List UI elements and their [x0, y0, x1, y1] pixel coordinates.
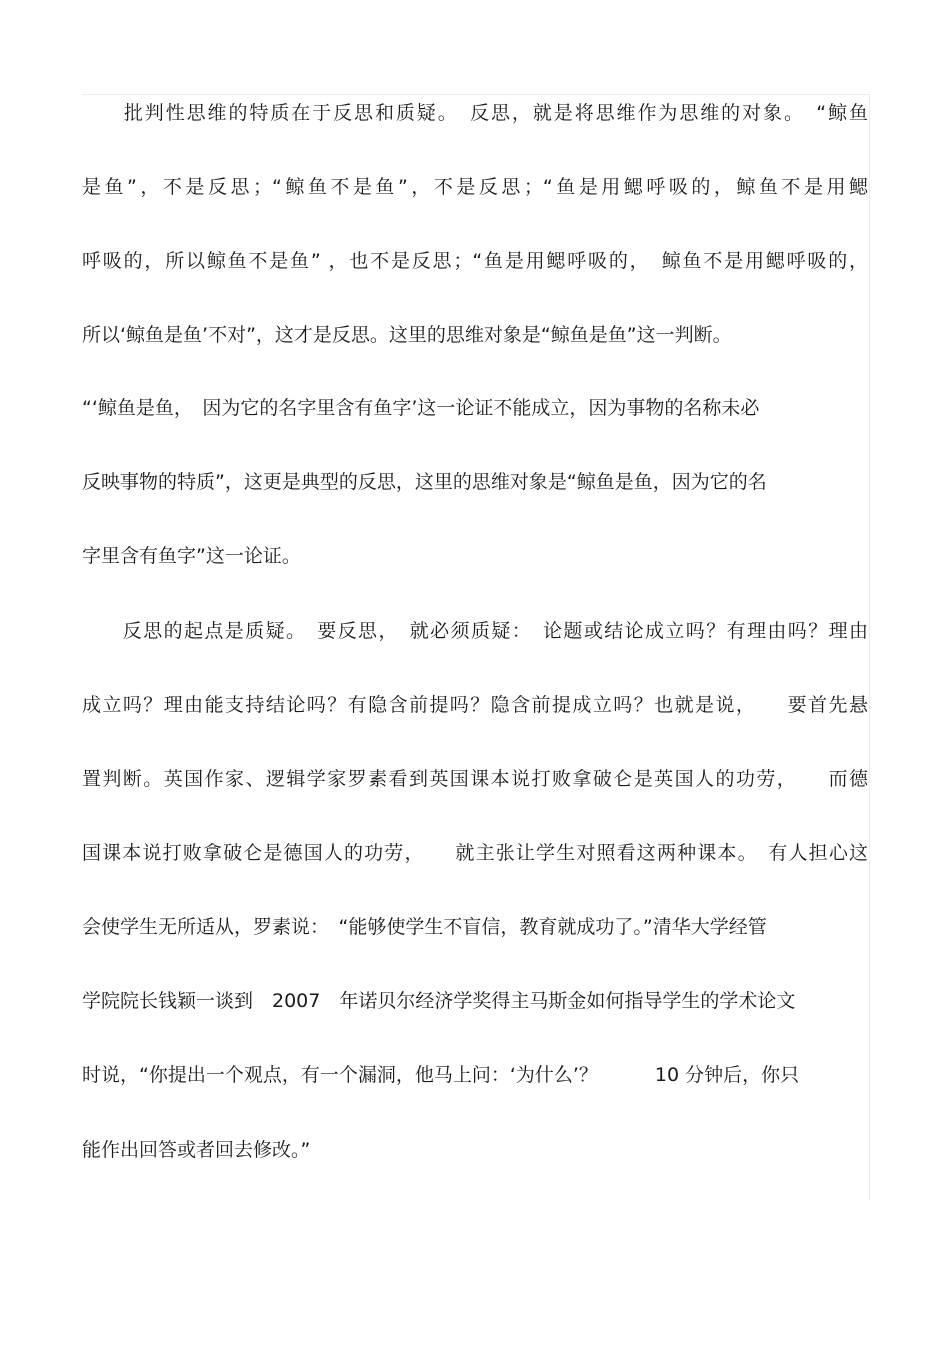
text-line: 反映事物的特质”，这更是典型的反思，这里的思维对象是“鲸鱼是鱼，因为它的名 [82, 471, 767, 493]
text-line: 是鱼”，不是反思；“鲸鱼不是鱼”，不是反思；“鱼是用鳃呼吸的，鲸鱼不是用鳃 [82, 176, 868, 198]
text-line: 置判断。英国作家、逻辑学家罗素看到英国课本说打败拿破仑是英国人的功劳， 而德 [82, 768, 868, 790]
text-line: 批判性思维的特质在于反思和质疑。 反思，就是将思维作为思维的对象。 “鲸鱼 [82, 102, 868, 124]
text-line: 反思的起点是质疑。 要反思， 就必须质疑： 论题或结论成立吗？有理由吗？理由 [82, 620, 868, 642]
text-line: 能作出回答或者回去修改。” [82, 1139, 311, 1161]
text-line: 所以‘鲸鱼是鱼’不对”，这才是反思。这里的思维对象是“鲸鱼是鱼”这一判断。 [82, 324, 732, 346]
text-line: 成立吗？理由能支持结论吗？有隐含前提吗？隐含前提成立吗？也就是说， 要首先悬 [82, 694, 868, 716]
text-line: 学院院长钱颖一谈到 2007 年诺贝尔经济学奖得主马斯金如何指导学生的学术论文 [82, 990, 796, 1012]
text-line: “‘鲸鱼是鱼， 因为它的名字里含有鱼字’这一论证不能成立，因为事物的名称未必 [82, 397, 760, 419]
text-line: 会使学生无所适从，罗素说： “能够使学生不盲信，教育就成功了。”清华大学经管 [82, 916, 767, 938]
text-line: 时说，“你提出一个观点，有一个漏洞，他马上问：‘为什么’？ 10 分钟后，你只 [82, 1064, 800, 1086]
right-border-line [869, 94, 870, 1200]
text-line: 呼吸的，所以鲸鱼不是鱼” ，也不是反思；“鱼是用鳃呼吸的， 鲸鱼不是用鳃呼吸的， [82, 250, 868, 272]
text-line: 字里含有鱼字”这一论证。 [82, 545, 301, 567]
top-border-line [82, 94, 870, 95]
text-line: 国课本说打败拿破仑是德国人的功劳， 就主张让学生对照看这两种课本。 有人担心这 [82, 842, 868, 864]
